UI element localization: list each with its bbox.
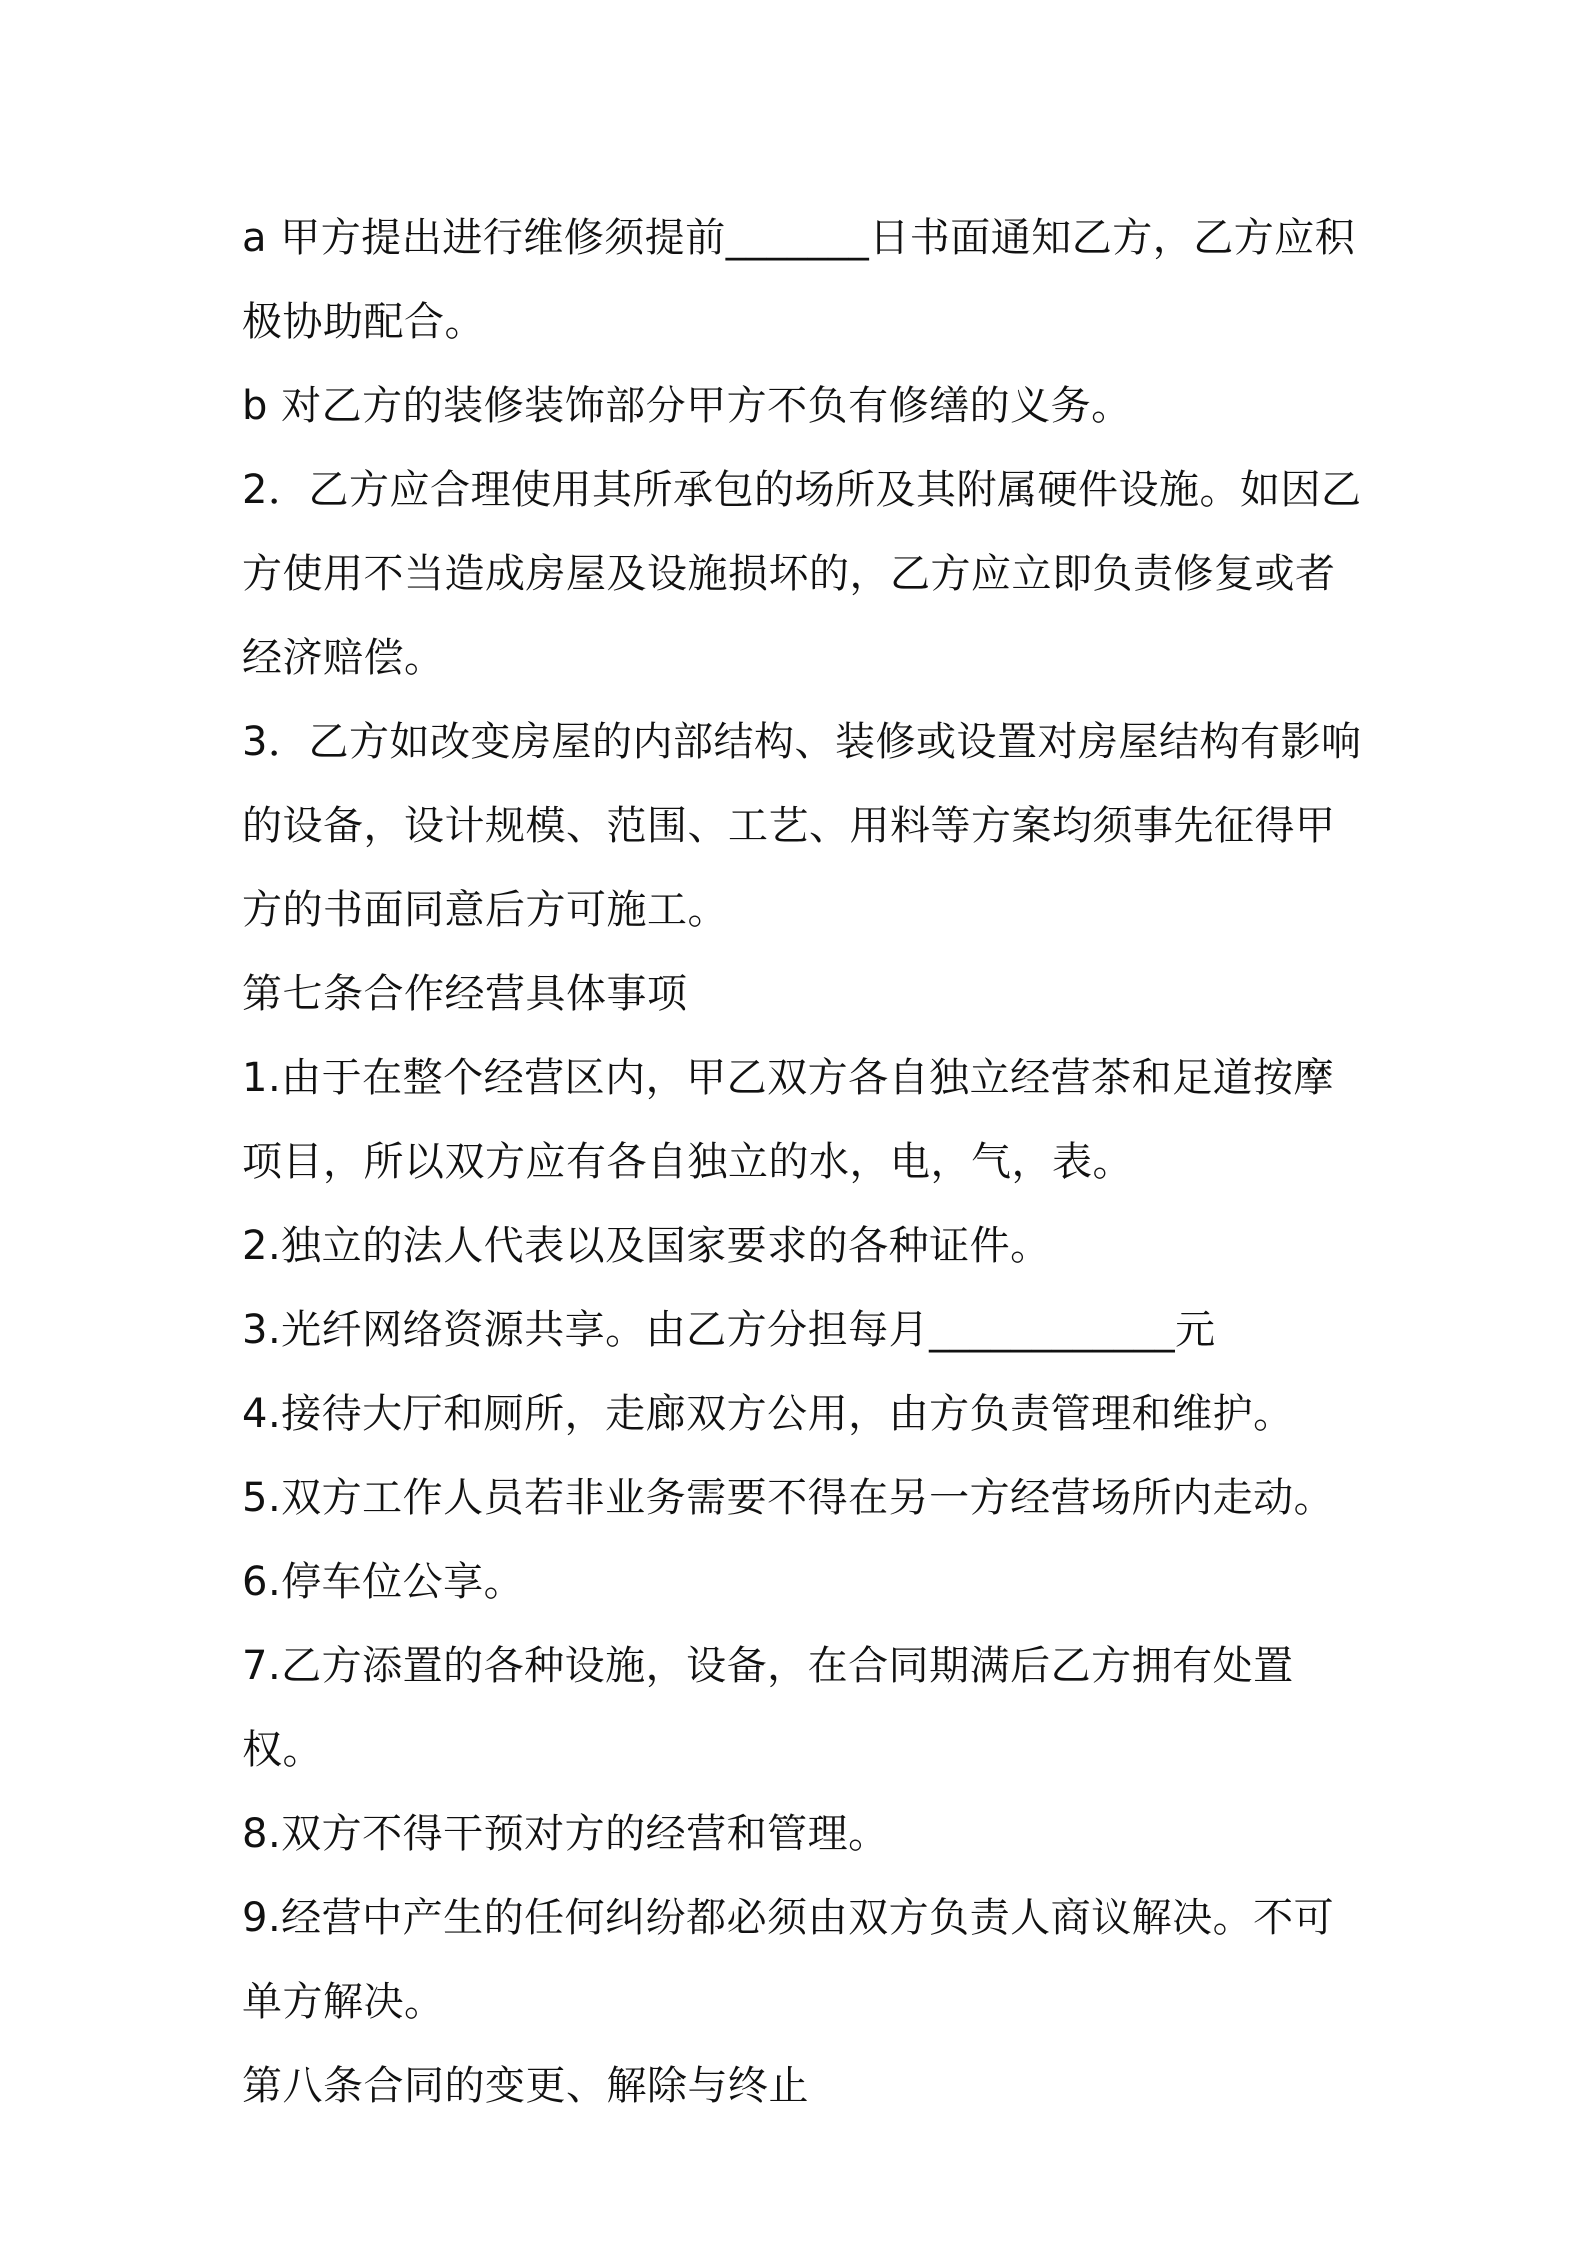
article-7-item-1: 1.由于在整个经营区内，甲乙双方各自独立经营茶和足道按摩项目，所以双方应有各自独立的水，电，气，表。 [242, 1055, 1335, 1185]
article-7-item-6: 6.停车位公享。 [242, 1559, 525, 1605]
article-7-heading: 第七条合作经营具体事项 [242, 971, 688, 1017]
article-7-item-8: 8.双方不得干预对方的经营和管理。 [242, 1811, 889, 1857]
article-7-item-9: 9.经营中产生的任何纠纷都必须由双方负责人商议解决。不可单方解决。 [242, 1895, 1335, 2025]
document-page [242, 196, 1362, 2128]
clause-3-structure-change: 3．乙方如改变房屋的内部结构、装修或设置对房屋结构有影响的设备，设计规模、范围、工艺、用料等方案均须事先征得甲方的书面同意后方可施工。 [242, 719, 1362, 933]
article-7-item-7: 7.乙方添置的各种设施，设备，在合同期满后乙方拥有处置权。 [242, 1643, 1294, 1773]
article-7-item-4: 4.接待大厅和厕所，走廊双方公用，由方负责管理和维护。 [242, 1391, 1294, 1437]
article-8-heading: 第八条合同的变更、解除与终止 [242, 2063, 809, 2109]
article-7-item-2: 2.独立的法人代表以及国家要求的各种证件。 [242, 1223, 1051, 1269]
article-7-item-3: 3.光纤网络资源共享。由乙方分担每月____________元 [242, 1307, 1216, 1353]
clause-2-proper-use: 2．乙方应合理使用其所承包的场所及其附属硬件设施。如因乙方使用不当造成房屋及设施损坏的，乙方应立即负责修复或者经济赔偿。 [242, 467, 1362, 681]
clause-b-decoration: b 对乙方的装修装饰部分甲方不负有修缮的义务。 [242, 383, 1132, 429]
clause-a-repair-notice: a 甲方提出进行维修须提前_______日书面通知乙方，乙方应积极协助配合。 [242, 215, 1356, 345]
article-7-item-5: 5.双方工作人员若非业务需要不得在另一方经营场所内走动。 [242, 1475, 1335, 1521]
